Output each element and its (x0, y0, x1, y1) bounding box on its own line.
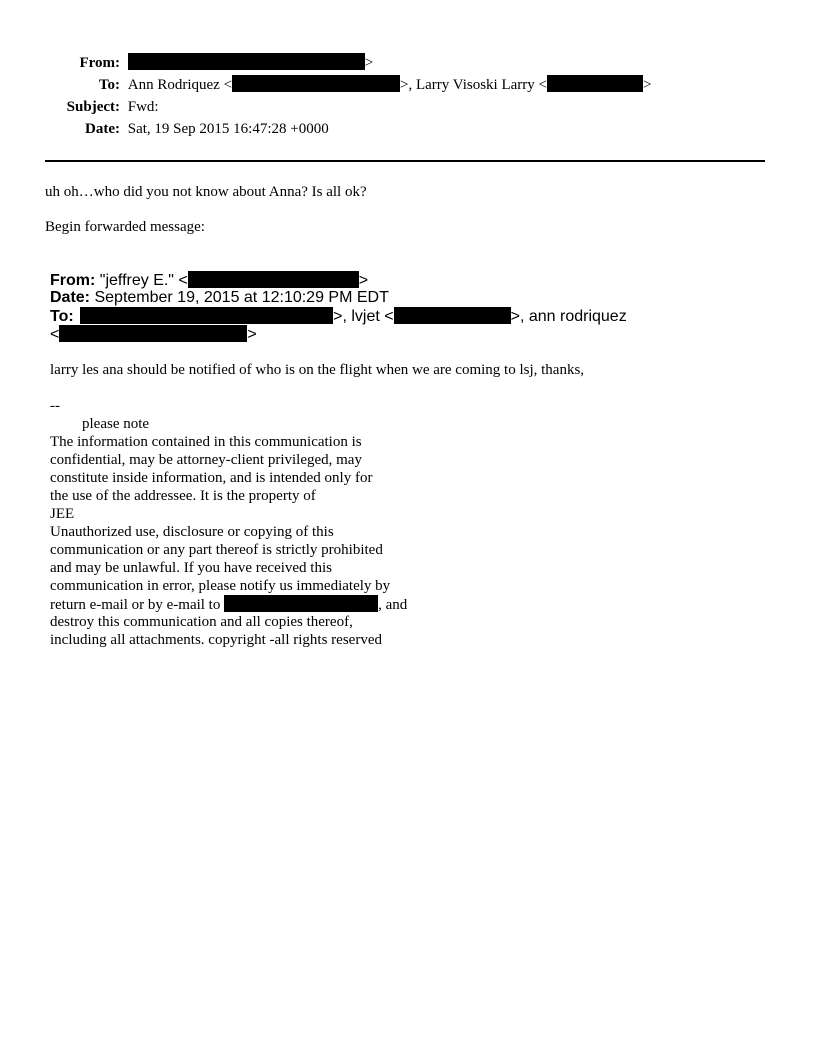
signature-separator: -- (50, 398, 60, 414)
fwd-to-row-2 (50, 325, 257, 344)
disclaimer-line-email (50, 595, 407, 613)
fwd-message: larry les ana should be notified of who is on the flight when we are coming to lsj, thanks, (50, 362, 585, 378)
subject-label: Subject: (66, 99, 120, 115)
disclaimer-line: including all attachments. copyright -all rights reserved (50, 632, 382, 648)
redaction-box (232, 75, 400, 92)
fwd-from-name: "jeffrey E." < (99, 272, 188, 289)
fwd-to-mid2: >, ann rodriquez (510, 308, 627, 325)
body-line-1: uh oh…who did you not know about Anna? Is all ok? (45, 184, 367, 200)
disclaimer-line: communication or any part thereof is strictly prohibited (50, 542, 383, 558)
header-subject-row (0, 97, 159, 117)
disclaimer-line: JEE (50, 506, 75, 522)
to-suffix: > (643, 77, 652, 93)
redaction-box (128, 53, 365, 70)
disclaimer-line: please note (82, 416, 150, 432)
from-label: From: (79, 55, 120, 71)
disclaimer-line: Unauthorized use, disclosure or copying of this (50, 524, 334, 540)
disclaimer-line: and may be unlawful. If you have received this (50, 560, 332, 576)
header-from-row (0, 53, 373, 73)
fwd-to-mid1: >, lvjet < (333, 308, 394, 325)
header-to-row (0, 75, 651, 95)
fwd-date-label: Date: (50, 289, 91, 306)
disclaimer-block (50, 415, 407, 649)
fwd-date-row (50, 289, 389, 307)
redaction-box (547, 75, 643, 92)
subject-value: Fwd: (127, 99, 159, 115)
disclaimer-line: destroy this communication and all copies thereof, (50, 614, 353, 630)
to-recipient-1: Ann Rodriquez < (127, 77, 233, 93)
fwd-from-label: From: (50, 272, 96, 289)
disclaimer-line: communication in error, please notify us immediately by (50, 578, 391, 594)
redaction-box (80, 307, 333, 324)
disclaimer-email-suffix: , and (378, 597, 408, 613)
redaction-box (394, 307, 511, 324)
disclaimer-line: the use of the addressee. It is the property of (50, 488, 316, 504)
fwd-to-label: To: (50, 308, 74, 325)
disclaimer-email-prefix: return e-mail or by e-mail to (50, 597, 221, 613)
header-divider (45, 160, 765, 162)
fwd-to-line2-prefix: < (50, 326, 60, 343)
to-label: To: (98, 77, 120, 93)
disclaimer-line: confidential, may be attorney-client privileged, may (50, 452, 362, 468)
fwd-to-row (50, 307, 627, 326)
header-date-row (0, 119, 329, 139)
fwd-date-value: September 19, 2015 at 12:10:29 PM EDT (94, 289, 389, 306)
date-value: Sat, 19 Sep 2015 16:47:28 +0000 (127, 121, 329, 137)
from-suffix: > (364, 55, 374, 71)
fwd-from-suffix: > (358, 272, 369, 289)
body-line-2: Begin forwarded message: (45, 219, 205, 235)
redaction-box (188, 271, 359, 288)
disclaimer-line: constitute inside information, and is intended only for (50, 470, 373, 486)
redaction-box (59, 325, 247, 342)
fwd-to-line2-suffix: > (247, 326, 257, 343)
redaction-box (224, 595, 378, 612)
disclaimer-line: The information contained in this communication is (50, 434, 362, 450)
date-label: Date: (85, 121, 120, 137)
fwd-from-row (50, 271, 368, 290)
to-between: >, Larry Visoski Larry < (400, 77, 547, 93)
